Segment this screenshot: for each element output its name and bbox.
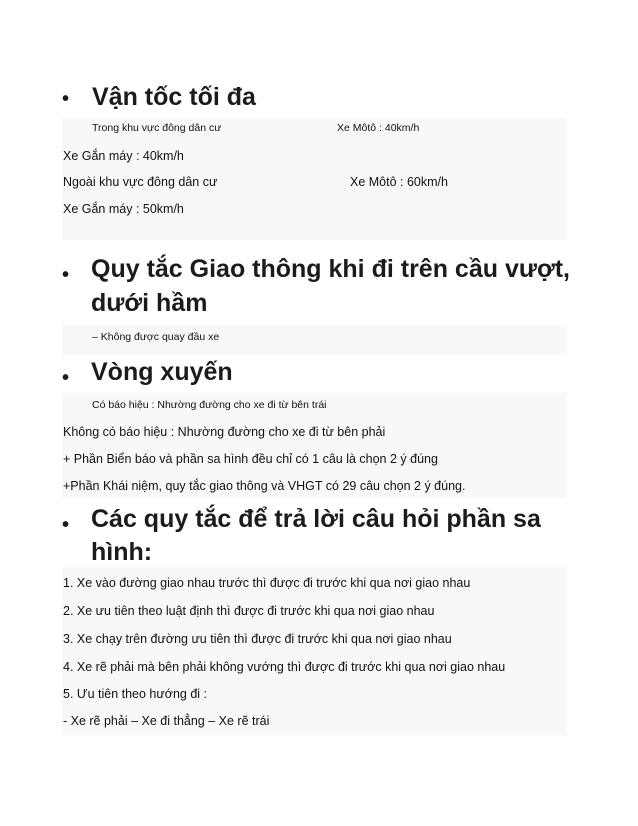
text-line: – Không được quay đầu xe — [92, 331, 220, 343]
text-line: Ngoài khu vực đông dân cư — [63, 175, 218, 189]
text-line: Xe Gắn máy : 40km/h — [63, 149, 184, 163]
text-line: Xe Môtô : 40km/h — [337, 122, 420, 134]
section-band — [62, 567, 566, 735]
heading-text: hình: — [91, 538, 153, 566]
section-heading — [62, 252, 582, 322]
text-line: Có báo hiệu : Nhường đường cho xe đi từ bên trái — [92, 399, 327, 411]
heading-text: Vận tốc tối đa — [92, 83, 256, 111]
text-line: +Phần Khái niệm, quy tắc giao thông và VHGT có 29 câu chọn 2 ý đúng. — [63, 479, 466, 493]
section-heading — [62, 80, 582, 115]
section-heading — [62, 500, 582, 570]
heading-text: Quy tắc Giao thông khi đi trên cầu vượt, — [91, 255, 570, 283]
text-line: + Phần Biển báo và phần sa hình đều chỉ có 1 câu là chọn 2 ý đúng — [63, 452, 438, 466]
list-item: 2. Xe ưu tiên theo luật định thì được đi trước khi qua nơi giao nhau — [63, 604, 435, 618]
list-item: 3. Xe chạy trên đường ưu tiên thì được đi trước khi qua nơi giao nhau — [63, 632, 452, 646]
section-heading — [62, 355, 582, 390]
bullet-icon: • — [62, 264, 70, 286]
bullet-icon: • — [62, 514, 70, 536]
bullet-icon: • — [62, 367, 70, 389]
list-item: - Xe rẽ phải – Xe đi thẳng – Xe rẽ trái — [63, 714, 270, 728]
bullet-icon: • — [62, 88, 70, 110]
list-item: 1. Xe vào đường giao nhau trước thì được đi trước khi qua nơi giao nhau — [63, 576, 471, 590]
text-line: Trong khu vực đông dân cư — [92, 122, 222, 134]
heading-text: Các quy tắc để trả lời câu hỏi phần sa — [91, 505, 541, 533]
text-line: Xe Môtô : 60km/h — [350, 175, 448, 189]
list-item: 5. Ưu tiên theo hướng đi : — [63, 687, 207, 701]
list-item: 4. Xe rẽ phải mà bên phải không vướng thì được đi trước khi qua nơi giao nhau — [63, 660, 506, 674]
text-line: Không có báo hiệu : Nhường đường cho xe đi từ bên phải — [63, 425, 386, 439]
heading-text: dưới hầm — [91, 289, 208, 317]
text-line: Xe Gắn máy : 50km/h — [63, 202, 184, 216]
heading-text: Vòng xuyến — [91, 358, 233, 386]
